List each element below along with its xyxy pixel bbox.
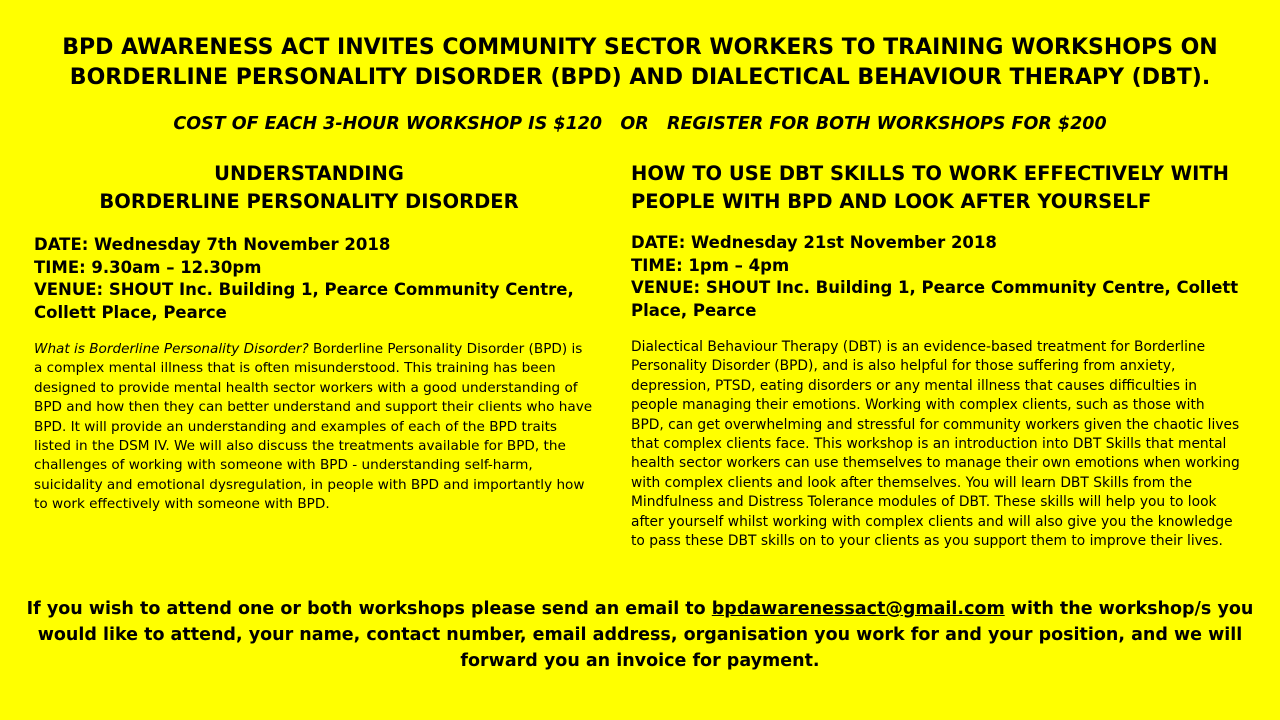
registration-info (20, 596, 1260, 674)
workshop-bpd-date: DATE: Wednesday 7th November 2018 (34, 235, 391, 254)
workshop-bpd-title (34, 160, 584, 216)
cost-info: COST OF EACH 3-HOUR WORKSHOP IS $120 OR REGISTER FOR BOTH WORKSHOPS FOR $200 (173, 114, 1107, 134)
workshop-dbt (631, 160, 1241, 565)
workshop-dbt-description: Dialectical Behaviour Therapy (DBT) is an evidence-based treatment for Borderline Personality Disorder (BPD), and is also helpful for those suffering from anxiety, depression, PTSD, eating disorders or any mental illness that causes difficulties in people managing their emotions. Working with complex clients, such as those with BPD, can get overwhelming and stressful for community workers given the chaotic lives that complex clients face. This workshop is an introduction into DBT Skills that mental health sector workers can use themselves to manage their own emotions when working with complex clients and look after themselves. You will learn DBT Skills from the Mindfulness and Distress Tolerance modules of DBT. These skills will help you to look after yourself whilst working with complex clients and will also give you the knowledge to pass these DBT skills on to your clients as you support them to improve their lives. (631, 339, 1240, 550)
workshop-dbt-title-line-1: HOW TO USE DBT SKILLS TO WORK EFFECTIVELY WITH (631, 162, 1229, 185)
workshop-bpd (34, 160, 594, 528)
workshop-dbt-venue: VENUE: SHOUT Inc. Building 1, Pearce Community Centre, Collett Place, Pearce (631, 278, 1239, 320)
workshop-dbt-time: TIME: 1pm – 4pm (631, 255, 790, 275)
workshop-dbt-title-line-2: PEOPLE WITH BPD AND LOOK AFTER YOURSELF (631, 190, 1152, 213)
workshop-bpd-time: TIME: 9.30am – 12.30pm (34, 257, 262, 277)
page-title-line-1: BPD AWARENESS ACT INVITES COMMUNITY SECTOR WORKERS TO TRAINING WORKSHOPS ON (62, 35, 1218, 60)
workshop-bpd-title-line-2: BORDERLINE PERSONALITY DISORDER (99, 190, 519, 213)
workshop-bpd-description (34, 340, 594, 515)
page-title (0, 33, 1280, 93)
registration-text-after: with the workshop/s you would like to attend, your name, contact number, email address, organisation you work for and your position, and we will forward you an invoice for payment. (37, 599, 1254, 671)
workshop-bpd-title-line-1: UNDERSTANDING (214, 162, 404, 185)
workshop-bpd-details (34, 234, 594, 324)
page-title-line-2: BORDERLINE PERSONALITY DISORDER (BPD) AND DIALECTICAL BEHAVIOUR THERAPY (DBT). (69, 65, 1211, 90)
workshop-dbt-details (631, 232, 1241, 322)
workshop-bpd-description-body: Borderline Personality Disorder (BPD) is a complex mental illness that is often misunderstood. This training has been designed to provide mental health sector workers with a good understanding of BPD and how then they can better understand and support their clients who have BPD. It will provide an understanding and examples of each of the BPD traits listed in the DSM IV. We will also discuss the treatments available for BPD, the challenges of working with someone with BPD - understanding self-harm, suicidality and emotional dysregulation, in people with BPD and importantly how to work effectively with someone with BPD. (34, 341, 593, 513)
workshop-dbt-date: DATE: Wednesday 21st November 2018 (631, 233, 997, 252)
workshop-bpd-description-lead: What is Borderline Personality Disorder? (34, 341, 309, 357)
workshop-dbt-title (631, 160, 1241, 216)
registration-text-before: If you wish to attend one or both workshops please send an email to (26, 599, 712, 619)
email-link[interactable]: bpdawarenessact@gmail.com (711, 599, 1005, 619)
workshop-bpd-venue: VENUE: SHOUT Inc. Building 1, Pearce Community Centre, Collett Place, Pearce (34, 280, 574, 322)
